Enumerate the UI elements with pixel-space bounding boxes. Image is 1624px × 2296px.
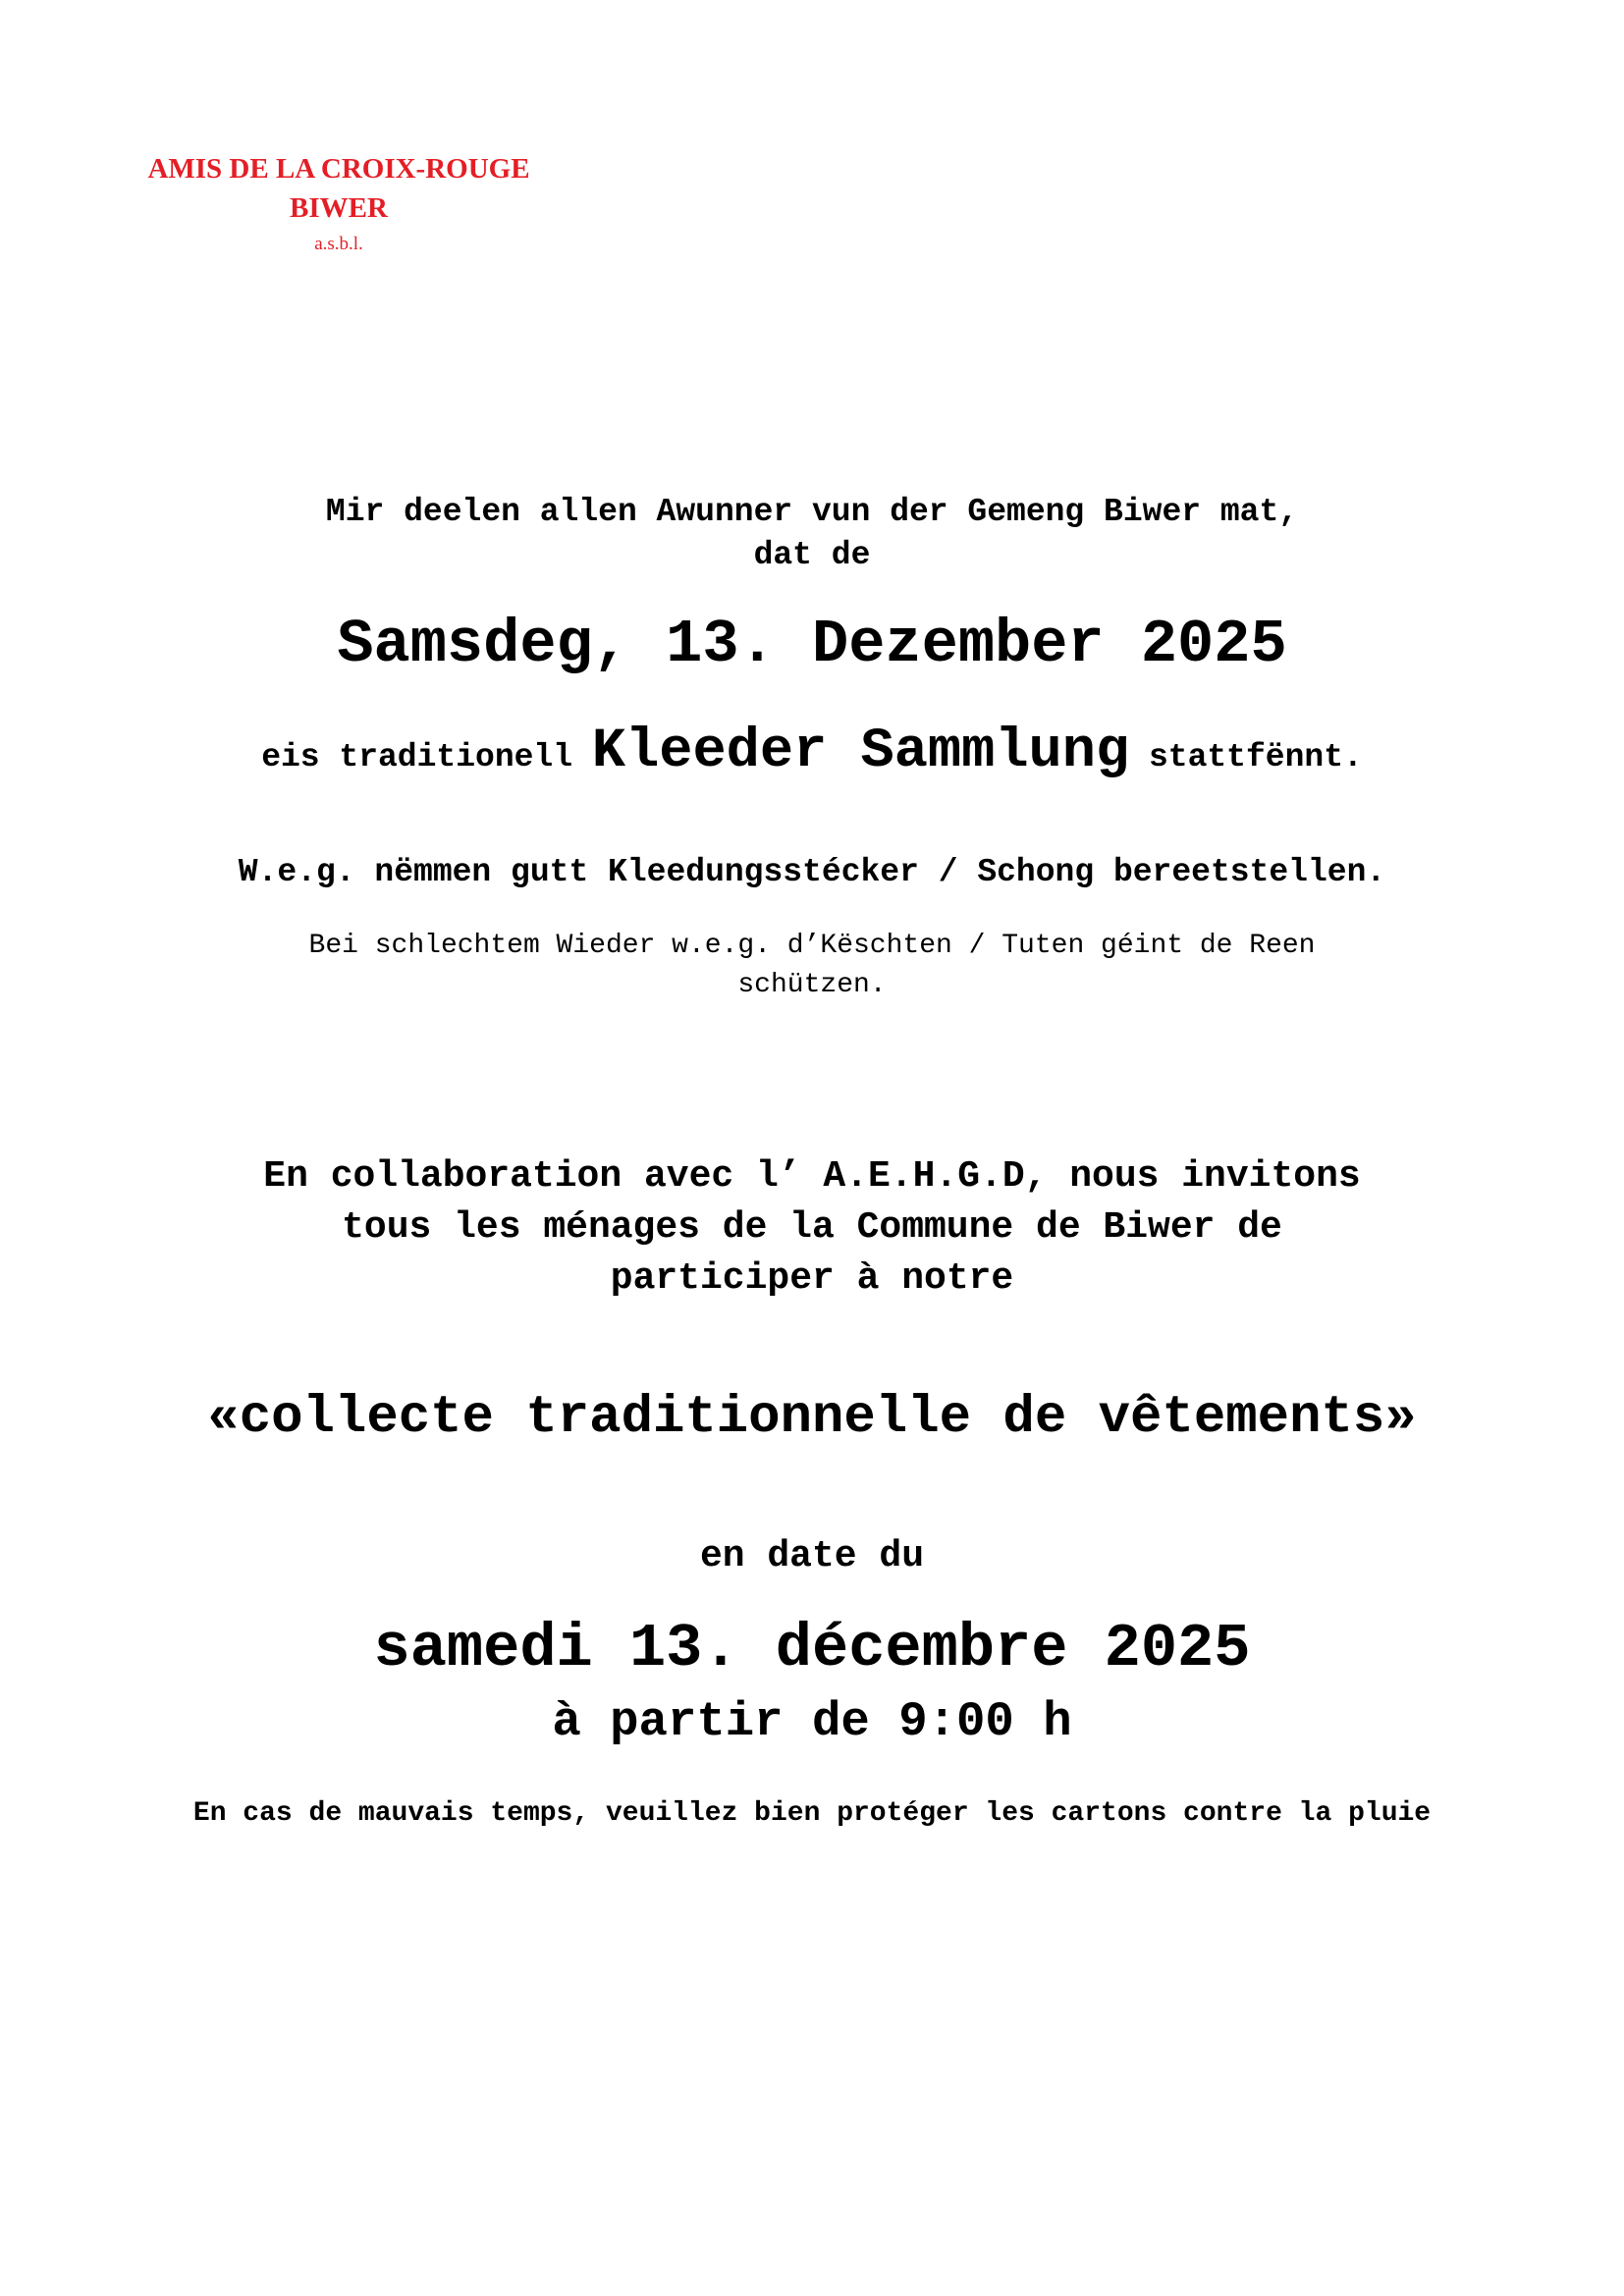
intro-line-1: Mir deelen allen Awunner vun der Gemeng Biwer mat, <box>325 494 1299 530</box>
collab-line-3: participer à notre <box>610 1257 1014 1300</box>
luxembourgish-intro <box>0 491 1624 577</box>
rain-notice-line-1: Bei schlechtem Wieder w.e.g. d’Këschten / Tuten géint de Reen <box>308 931 1316 961</box>
event-suffix: stattfënnt. <box>1148 739 1363 775</box>
organization-legal-form: a.s.b.l. <box>314 234 363 254</box>
event-name: Kleeder Sammlung <box>591 721 1130 783</box>
intro-line-2: dat de <box>753 537 871 573</box>
organization-name-line2: BIWER <box>290 192 388 224</box>
rain-notice-luxembourgish <box>0 927 1624 1005</box>
organization-header <box>98 149 579 261</box>
collab-line-1: En collaboration avec l’ A.E.H.G.D, nous invitons <box>263 1155 1361 1198</box>
event-date-luxembourgish: Samsdeg, 13. Dezember 2025 <box>337 610 1287 679</box>
event-announcement-luxembourgish <box>0 713 1624 797</box>
event-date-french: samedi 13. décembre 2025 <box>373 1614 1251 1683</box>
collab-line-2: tous les ménages de la Commune de Biwer de <box>342 1206 1282 1249</box>
event-start-time: à partir de 9:00 h <box>552 1694 1072 1749</box>
donation-request: W.e.g. nëmmen gutt Kleedungsstécker / Schong bereetstellen. <box>238 854 1386 890</box>
date-intro-french: en date du <box>699 1535 925 1577</box>
collaboration-paragraph <box>0 1151 1624 1305</box>
event-prefix: eis traditionell <box>261 739 573 775</box>
collecte-title: «collecte traditionnelle de vêtements» <box>207 1388 1417 1448</box>
rain-notice-line-2: schützen. <box>737 970 887 1000</box>
rain-notice-french: En cas de mauvais temps, veuillez bien protéger les cartons contre la pluie <box>192 1798 1432 1829</box>
organization-name-line1: AMIS DE LA CROIX-ROUGE <box>147 153 530 185</box>
